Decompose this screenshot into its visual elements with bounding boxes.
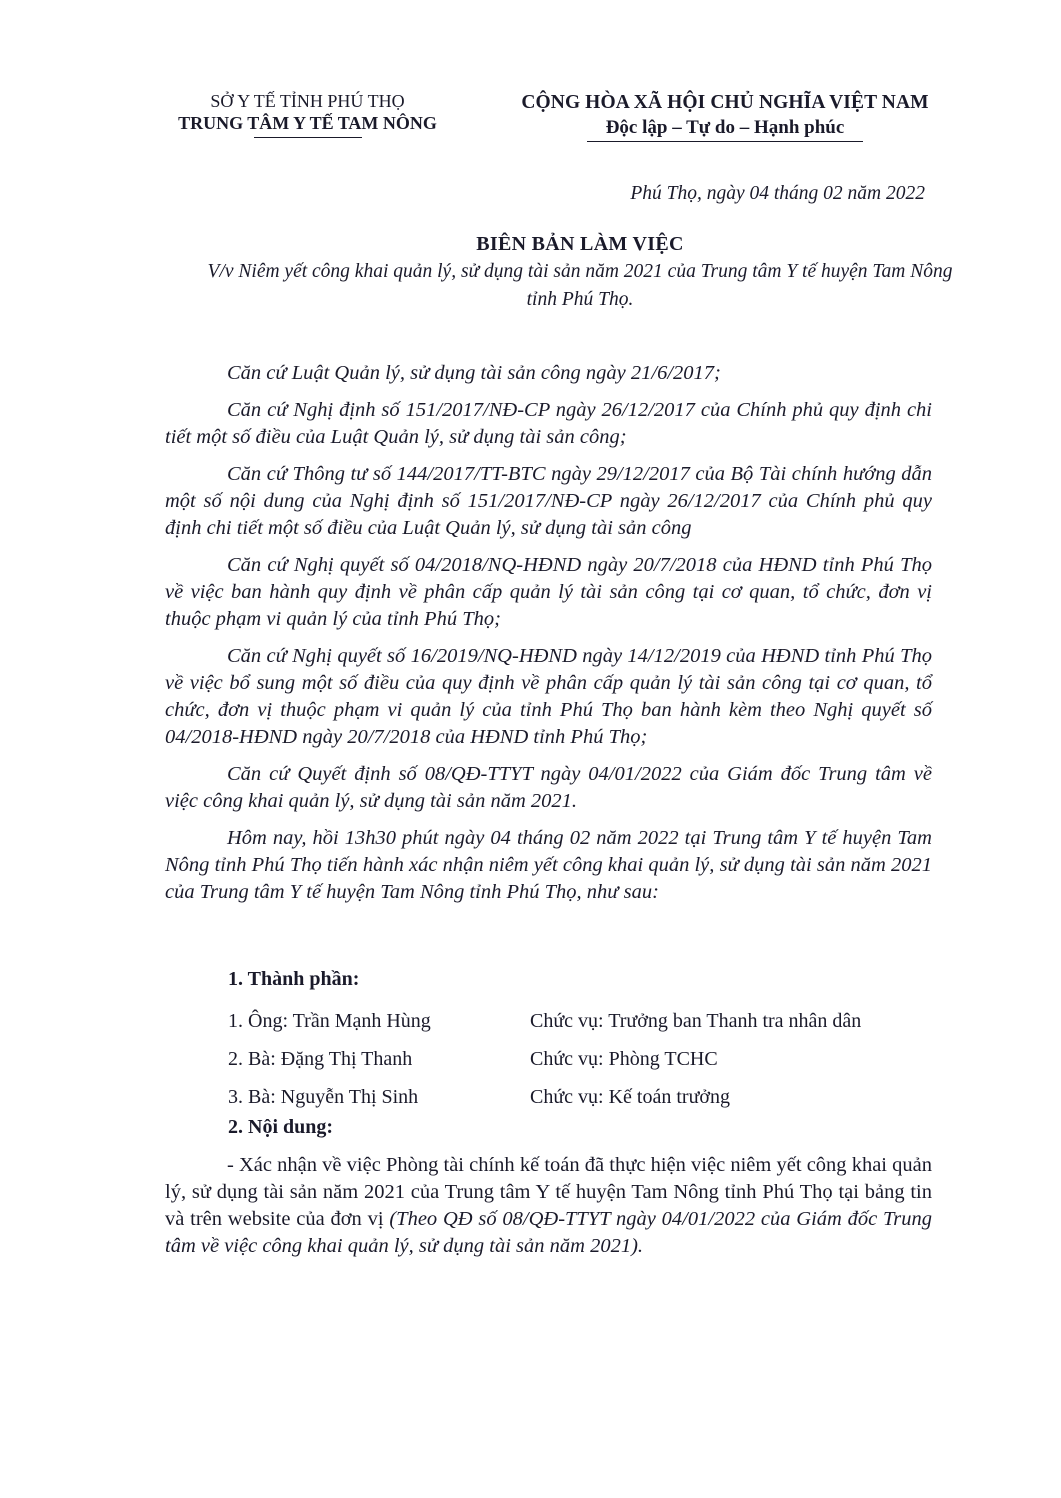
participant-row [228,1002,948,1040]
national-motto: Độc lập – Tự do – Hạnh phúc [605,117,845,138]
legal-basis: Căn cứ Luật Quản lý, sử dụng tài sản công ngày 21/6/2017; [227,362,721,384]
legal-basis: Căn cứ Nghị quyết số 04/2018/NQ-HĐND ngày 20/7/2018 của HĐND tỉnh Phú Thọ về việc ban hành quy định về phân cấp quản lý tài sản công tại cơ quan, tổ chức, đơn vị thuộc phạm vi quản lý của tỉnh Phú Thọ; [165,554,932,630]
content-paragraph [165,1152,932,1260]
header-divider-right [587,141,863,142]
participant-name: 2. Bà: Đặng Thị Thanh [228,1047,413,1070]
document-body [165,360,932,906]
participant-name: 1. Ông: Trần Mạnh Hùng [228,1009,431,1032]
legal-basis: Căn cứ Nghị định số 151/2017/NĐ-CP ngày 26/12/2017 của Chính phủ quy định chi tiết một số điều của Luật Quản lý, sử dụng tài sản công; [165,399,932,448]
legal-basis: Căn cứ Quyết định số 08/QĐ-TTYT ngày 04/01/2022 của Giám đốc Trung tâm về việc công khai quản lý, sử dụng tài sản năm 2021. [165,763,932,812]
participant-name: 3. Bà: Nguyễn Thị Sinh [228,1085,419,1108]
participants-list [228,1002,948,1116]
issuing-unit: TRUNG TÂM Y TẾ TAM NÔNG [178,113,437,133]
participant-role: Chức vụ: Phòng TCHC [530,1047,718,1070]
document-title: BIÊN BẢN LÀM VIỆC [476,233,684,255]
section-heading-content: 2. Nội dung: [228,1116,334,1138]
legal-basis: Căn cứ Thông tư số 144/2017/TT-BTC ngày 29/12/2017 của Bộ Tài chính hướng dẫn một số nội dung của Nghị định số 151/2017/NĐ-CP ngày 26/12/2017 của Chính phủ quy định chi tiết một số điều của Luật Quản lý, sử dụng tài sản công [165,463,932,539]
content-text: - Xác nhận về việc Phòng tài chính kế toán đã thực hiện việc niêm yết công khai quản lý, sử dụng tài sản năm 2021 của Trung tâm Y tế huyện Tam Nông tỉnh Phú Thọ tại bảng tin và trên website của đơn vị [165,1154,932,1230]
content-reference: (Theo QĐ số 08/QĐ-TTYT ngày 04/01/2022 của Giám đốc Trung tâm về việc công khai quản lý, sử dụng tài sản năm 2021). [165,1208,932,1257]
participant-row [228,1078,948,1116]
national-title: CỘNG HÒA XÃ HỘI CHỦ NGHĨA VIỆT NAM [521,92,929,113]
participant-role: Chức vụ: Trưởng ban Thanh tra nhân dân [530,1009,862,1032]
legal-basis: Căn cứ Nghị quyết số 16/2019/NQ-HĐND ngày 14/12/2019 của HĐND tỉnh Phú Thọ về việc bổ sung một số điều của quy định về phân cấp quản lý tài sản công tại cơ quan, tổ chức, đơn vị thuộc phạm vi quản lý của tỉnh Phú Thọ ban hành kèm theo Nghị quyết số 04/2018-HĐND ngày 20/7/2018 của HĐND tỉnh Phú Thọ; [165,645,932,748]
parent-agency: SỞ Y TẾ TỈNH PHÚ THỌ [210,91,405,111]
national-header [490,90,960,142]
participant-row [228,1040,948,1078]
participant-role: Chức vụ: Kế toán trưởng [530,1085,730,1108]
issuing-organization [150,90,465,138]
document-title-block [150,230,1010,314]
place-date: Phú Thọ, ngày 04 tháng 02 năm 2022 [630,183,925,204]
header-divider-left [254,137,362,138]
section-heading-participants: 1. Thành phần: [228,968,360,990]
intro-paragraph: Hôm nay, hồi 13h30 phút ngày 04 tháng 02 năm 2022 tại Trung tâm Y tế huyện Tam Nông tỉnh Phú Thọ tiến hành xác nhận niêm yết công khai quản lý, sử dụng tài sản năm 2021 của Trung tâm Y tế huyện Tam Nông tỉnh Phú Thọ, như sau: [165,827,932,903]
document-subject: V/v Niêm yết công khai quản lý, sử dụng tài sản năm 2021 của Trung tâm Y tế huyện Tam Nông tỉnh Phú Thọ. [207,261,953,310]
